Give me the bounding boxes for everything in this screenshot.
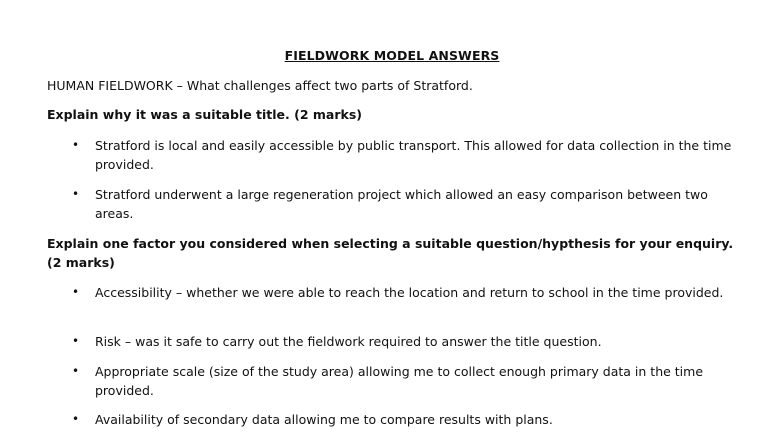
answer-text: Appropriate scale (size of the study area) allowing me to collect enough primary data in the time provided. <box>95 364 704 398</box>
subtitle: HUMAN FIELDWORK – What challenges affect two parts of Stratford. <box>47 78 473 93</box>
bullet-icon: • <box>72 412 80 426</box>
bullet-icon: • <box>72 187 80 201</box>
answer-text: Stratford is local and easily accessible by public transport. This allowed for data collection in the time provided. <box>95 138 732 172</box>
question-2: Explain one factor you considered when selecting a suitable question/hypthesis for your enquiry. (2 marks) <box>47 236 734 270</box>
answer-text: Risk – was it safe to carry out the fieldwork required to answer the title question. <box>95 334 602 349</box>
bullet-icon: • <box>72 334 80 348</box>
answer-text: Stratford underwent a large regeneration project which allowed an easy comparison between two areas. <box>95 187 708 221</box>
answer-text: Accessibility – whether we were able to reach the location and return to school in the time provided. <box>95 285 724 300</box>
bullet-icon: • <box>72 138 80 152</box>
page-title: FIELDWORK MODEL ANSWERS <box>284 48 500 63</box>
bullet-icon: • <box>72 285 80 299</box>
bullet-icon: • <box>72 364 80 378</box>
question-1: Explain why it was a suitable title. (2 marks) <box>47 107 362 122</box>
answer-text: Availability of secondary data allowing me to compare results with plans. <box>95 412 553 427</box>
